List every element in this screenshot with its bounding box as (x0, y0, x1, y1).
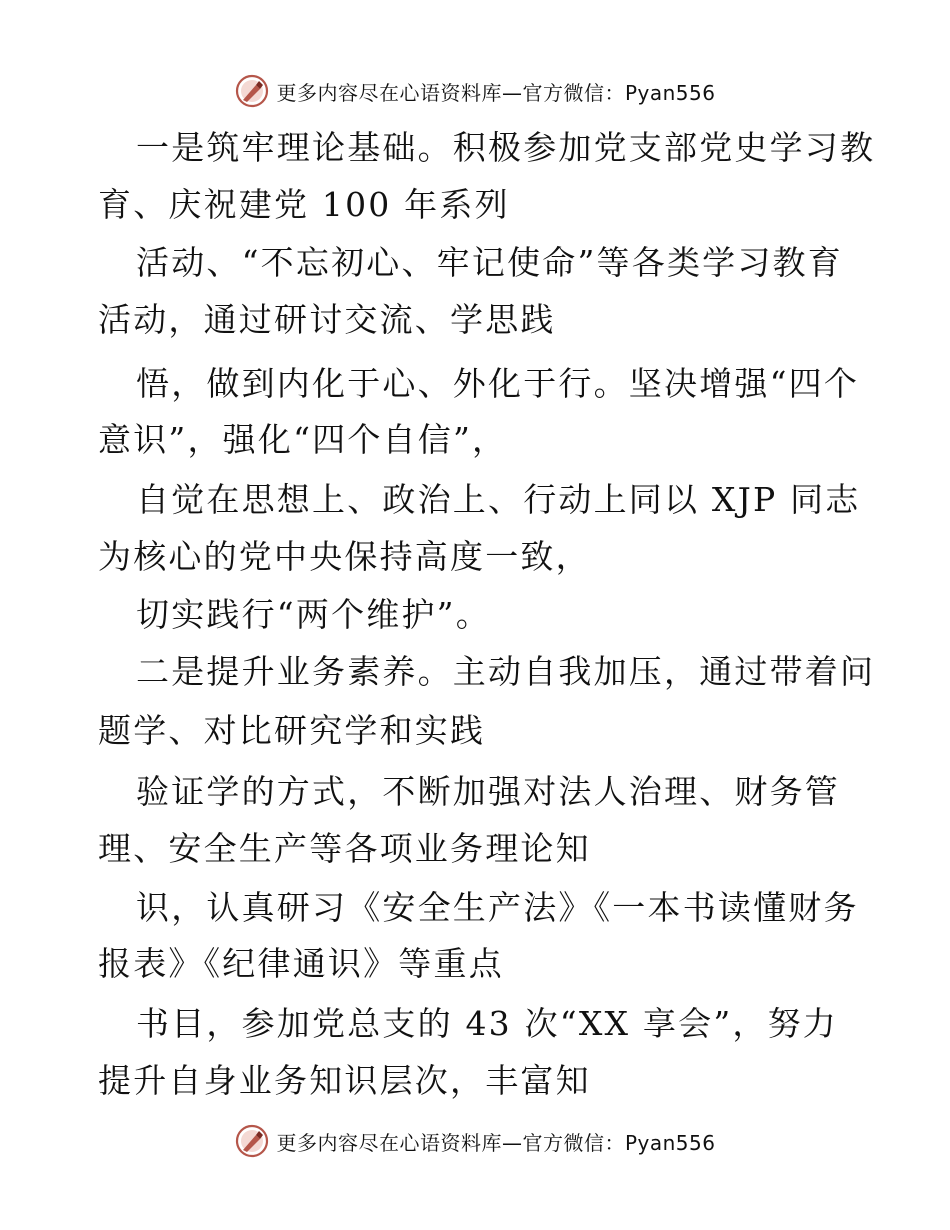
text-line: 活动，通过研讨交流、学思践 (98, 300, 556, 339)
text-line: 为核心的党中央保持高度一致， (98, 537, 591, 576)
watermark-text: 更多内容尽在心语资料库—官方微信：Pyan556 (276, 1130, 716, 1155)
text-line: 验证学的方式，不断加强对法人治理、财务管 (136, 772, 840, 811)
text-line: 切实践行“两个维护”。 (136, 595, 491, 634)
text-line: 提升自身业务知识层次，丰富知 (98, 1061, 591, 1100)
text-line: 理、安全生产等各项业务理论知 (98, 829, 591, 868)
text-line: 自觉在思想上、政治上、行动上同以 XJP 同志 (136, 480, 861, 519)
pen-logo-icon (234, 1123, 270, 1159)
text-line: 书目，参加党总支的 43 次“XX 享会”，努力 (136, 1004, 838, 1043)
text-line: 题学、对比研究学和实践 (98, 711, 486, 750)
watermark-text: 更多内容尽在心语资料库—官方微信：Pyan556 (276, 80, 716, 105)
text-line: 悟，做到内化于心、外化于行。坚决增强“四个 (136, 364, 860, 403)
text-line: 识，认真研习《安全生产法》《一本书读懂财务 (136, 888, 859, 927)
text-line: 一是筑牢理论基础。积极参加党支部党史学习教 (136, 128, 876, 167)
text-line: 二是提升业务素养。主动自我加压，通过带着问 (136, 652, 876, 691)
text-line: 育、庆祝建党 100 年系列 (98, 185, 510, 224)
text-line: 报表》《纪律通识》等重点 (98, 944, 504, 983)
footer-watermark (0, 1121, 950, 1161)
text-line: 活动、“不忘初心、牢记使命”等各类学习教育 (136, 243, 843, 282)
text-line: 意识”，强化“四个自信”， (98, 420, 508, 459)
